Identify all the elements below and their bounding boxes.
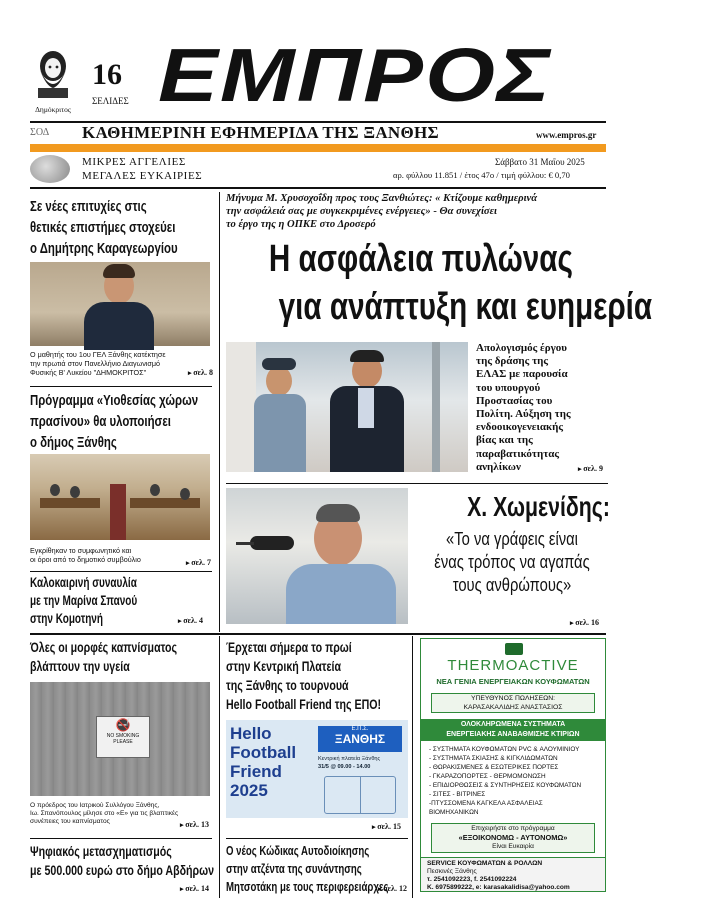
football-story[interactable]	[226, 638, 408, 834]
main-side-text: Απολογισμός έργου της δράσης της ΕΛΑΣ με παρουσία του υπουργού Προστασίας του Πολίτη. Αύξηση της ενδοοικογενειακής βίας και της παραβατικότητας ανηλίκων	[476, 342, 571, 473]
window-logo-icon	[505, 643, 523, 655]
story-local-government[interactable]: Ο νέος Κώδικας Αυτοδιοίκησης στην ατζέντα της συνάντησης Μητσοτάκη με τους περιφερειάρχες ▸ σελ. 12	[226, 842, 412, 896]
newspaper-title: ΕΜΠΡΟΣ	[158, 32, 552, 118]
page-ref[interactable]: ▸ σελ. 12	[378, 884, 407, 893]
ad-program-note: Είναι Ευκαιρία	[492, 843, 534, 850]
page-ref[interactable]: ▸ σελ. 9	[578, 464, 603, 473]
pages-label: ΣΕΛΙΔΕΣ	[92, 96, 129, 106]
minister-photo	[226, 342, 468, 472]
ad-program-name: «ΕΞΟΙΚΟΝΟΜΩ - ΑΥΤΟΝΟΜΩ»	[458, 833, 568, 842]
ad-services-list: - ΣΥΣΤΗΜΑΤΑ ΚΟΥΦΩΜΑΤΩΝ PVC & ΑΛΟΥΜΙΝΙΟΥ - ΣΥΣΤΗΜΑΤΑ ΣΚΙΑΣΗΣ & ΚΙΓΚΛΙΔΩΜΑΤΩΝ - ΘΩΡΑΚΙΣΜΕΝΕΣ & ΕΣΩΤΕΡΙΚΕΣ ΠΟΡΤΕΣ - ΓΚΑΡΑΖΟΠΟΡΤΕΣ - ΘΕΡΜΟΜΟΝΩΣΗ - ΕΠΙΔΙΟΡΘΩΣΕΙΣ & ΣΥΝΤΗΡΗΣΕΙΣ ΚΟΥΦΩΜΑΤΩΝ - ΣΙΤΕΣ - ΒΙΤΡΙΝΕΣ -ΠΤΥΣΣΟΜΕΝΑ ΚΑΓΚΕΛΑ ΑΣΦΑΛΕΙΑΣ ΒΙΟΜΗΧΑΝΙΚΩΝ	[429, 746, 582, 816]
page-ref[interactable]: ▸ σελ. 16	[570, 618, 599, 627]
page-ref[interactable]: ▸ σελ. 15	[372, 822, 401, 831]
pages-count: 16	[92, 58, 122, 91]
small-icons: ΣΟΔ	[30, 127, 50, 138]
story-abdera[interactable]: Ψηφιακός μετασχηματισμός με 500.000 ευρώ στο δήμο Αβδήρων ▸ σελ. 14	[30, 842, 220, 894]
ad-contact: Κ. 6975899222, e: karasakalidisa@yahoo.com	[427, 884, 570, 891]
no-smoking-photo: 🚭 NO SMOKING PLEASE	[30, 682, 210, 796]
interview-name: Χ. Χωμενίδης:	[467, 491, 610, 522]
issue-date: Σάββατο 31 Μαΐου 2025	[495, 157, 585, 167]
no-smoking-icon: 🚭	[115, 718, 131, 732]
website-link[interactable]: www.empros.gr	[536, 130, 597, 140]
story-caption: Ο μαθητής του 1ου ΓΕΛ Ξάνθης κατέκτησε την πρωτιά στον Πανελλήνιο Διαγωνισμό Φυσικής Β' Λυκείου "ΔΗΜΟΚΡΙΤΟΣ"	[30, 350, 166, 377]
story-headline: Πρόγραμμα «Υιοθεσίας χώρων πρασίνου» θα υλοποιήσει ο δήμος Ξάνθης	[30, 392, 199, 451]
story-concert[interactable]: Καλοκαιρινή συναυλία με την Μαρίνα Σπανού στην Κομοτηνή ▸ σελ. 4	[30, 574, 212, 630]
accent-bar	[30, 144, 606, 152]
logo-caption: Δημόκριτος	[35, 105, 71, 114]
story-smoking[interactable]: Όλες οι μορφές καπνίσματος βλάπτουν την υγεία 🚭 NO SMOKING PLEASE Ο πρόεδρος του Ιατρικού Συλλόγου Ξάνθης, Ιω. Σπανόπουλος μίλησε στο «Ε» για τις βλαπτικές συνέπειες του καπνίσματος ▸ σελ. 13	[30, 638, 212, 834]
football-headline: Έρχεται σήμερα το πρωί στην Κεντρική Πλατεία της Ξάνθης το τουρνουά Hello Football Friend της ΕΠΟ!	[226, 639, 382, 712]
paper-subtitle: ΚΑΘΗΜΕΡΙΝΗ ΕΦΗΜΕΡΙΔΑ ΤΗΣ ΞΑΝΘΗΣ	[82, 123, 439, 142]
kicker: Μήνυμα Μ. Χρυσοχοΐδη προς τους Ξανθιώτες: « Κτίζουμε καθημερινά την ασφάλειά σας με συγκεκριμένες ενέργειες» - Θα συνεχίσει το έργο της η ΟΠΚΕ στο Δροσερό	[226, 193, 538, 230]
ad-address: Πεσκινές Ξάνθης	[427, 868, 477, 875]
football-poster: Hello Football Friend 2025 Ε.Π.Σ. ΞΑΝΘΗΣ Κεντρική πλατεία Ξάνθης 31/5 @ 09.00 - 14.00	[226, 720, 408, 818]
classifieds-line2: ΜΕΓΑΛΕΣ ΕΥΚΑΙΡΙΕΣ	[82, 170, 203, 182]
democritus-bust-icon	[30, 46, 76, 100]
ad-service-title: SERVICE ΚΟΥΦΩΜΑΤΩΝ & ΡΟΛΛΩΝ	[427, 860, 543, 867]
interview-story[interactable]	[226, 488, 608, 630]
ad-phones: τ. 2541092223, f. 2541092224	[427, 876, 517, 883]
story-caption: Εγκρίθηκαν το συμφωνητικό και οι όροι από το δημοτικό συμβούλιο	[30, 546, 141, 564]
page-ref[interactable]: ▸ σελ. 13	[180, 820, 209, 829]
main-story[interactable]	[226, 192, 653, 482]
story-headline: Σε νέες επιτυχίες στις θετικές επιστήμες στοχεύει ο Δημήτρης Καραγεωργίου	[30, 198, 178, 257]
page-ref[interactable]: ▸ σελ. 14	[180, 884, 209, 893]
ad-program-intro: Επιχειρήστε στο πρόγραμμα	[471, 825, 555, 832]
page-ref[interactable]: ▸ σελ. 8	[188, 368, 213, 377]
ad-tagline: ΝΕΑ ΓΕΝΙΑ ΕΝΕΡΓΕΙΑΚΩΝ ΚΟΥΦΩΜΑΤΩΝ	[436, 677, 590, 686]
student-photo	[30, 262, 210, 346]
main-headline: Η ασφάλεια πυλώνας για ανάπτυξη και ευημερία	[268, 238, 653, 328]
ad-sales-label: ΥΠΕΥΘΥΝΟΣ ΠΩΛΗΣΕΩΝ:	[470, 695, 556, 702]
democritus-logo	[30, 46, 76, 114]
page-ref[interactable]: ▸ σελ. 7	[186, 558, 211, 567]
chomenidis-photo	[226, 488, 408, 624]
interview-quote: «Το να γράφεις είναι ένας τρόπος να αγαπάς τους ανθρώπους»	[434, 529, 590, 595]
classifieds-line1: ΜΙΚΡΕΣ ΑΓΓΕΛΙΕΣ	[82, 156, 186, 168]
issue-info: αρ. φύλλου 11.851 / έτος 47ο / τιμή φύλλου: € 0,70	[393, 170, 570, 180]
council-photo	[30, 454, 210, 540]
page-ref[interactable]: ▸ σελ. 4	[178, 616, 203, 625]
microphone-icon	[250, 536, 294, 550]
coin-icon	[30, 155, 70, 183]
ad-sales-name: ΚΑΡΑΣΑΚΑΛΙΔΗΣ ΑΝΑΣΤΑΣΙΟΣ	[463, 704, 563, 711]
masthead	[0, 0, 636, 196]
story-karageorgiou[interactable]	[30, 196, 212, 382]
thermoactive-ad[interactable]: THERMOACTIVE ΝΕΑ ΓΕΝΙΑ ΕΝΕΡΓΕΙΑΚΩΝ ΚΟΥΦΩΜΑΤΩΝ ΥΠΕΥΘΥΝΟΣ ΠΩΛΗΣΕΩΝ: ΚΑΡΑΣΑΚΑΛΙΔΗΣ ΑΝΑΣΤΑΣΙΟΣ ΟΛΟΚΛΗΡΩΜΕΝΑ ΣΥΣΤΗΜΑΤΑ ΕΝΕΡΓΕΙΑΚΗΣ ΑΝΑΒΑΘΜΙΣΗΣ ΚΤΙΡΙΩΝ - ΣΥΣΤΗΜΑΤΑ ΚΟΥΦΩΜΑΤΩΝ PVC & ΑΛΟΥΜΙΝΙΟΥ - ΣΥΣΤΗΜΑΤΑ ΣΚΙΑΣΗΣ & ΚΙΓΚΛΙΔΩΜΑΤΩΝ - ΘΩΡΑΚΙΣΜΕΝΕΣ & ΕΣΩΤΕΡΙΚΕΣ ΠΟΡΤΕΣ - ΓΚΑΡΑΖΟΠΟΡΤΕΣ - ΘΕΡΜΟΜΟΝΩΣΗ - ΕΠΙΔΙΟΡΘΩΣΕΙΣ & ΣΥΝΤΗΡΗΣΕΙΣ ΚΟΥΦΩΜΑΤΩΝ - ΣΙΤΕΣ - ΒΙΤΡΙΝΕΣ -ΠΤΥΣΣΟΜΕΝΑ ΚΑΓΚΕΛΑ ΑΣΦΑΛΕΙΑΣ ΒΙΟΜΗΧΑΝΙΚΩΝ Επιχειρήστε στο πρόγραμμα «ΕΞΟΙΚΟΝΟΜΩ - ΑΥΤΟΝΟΜΩ» Είναι Ευκαιρία SERVICE ΚΟΥΦΩΜΑΤΩΝ & ΡΟΛΛΩΝ Πεσκινές Ξάνθης τ. 2541092223, f. 2541092224 Κ. 6975899222, e: karasakalidisa@yahoo.com	[420, 638, 606, 892]
ad-brand: THERMOACTIVE	[447, 657, 579, 674]
story-green-spaces[interactable]	[30, 390, 212, 570]
story-caption: Ο πρόεδρος του Ιατρικού Συλλόγου Ξάνθης, Ιω. Σπανόπουλος μίλησε στο «Ε» για τις βλαπτικές συνέπειες του καπνίσματος	[30, 802, 179, 825]
ad-systems-title: ΟΛΟΚΛΗΡΩΜΕΝΑ ΣΥΣΤΗΜΑΤΑ	[460, 721, 566, 728]
